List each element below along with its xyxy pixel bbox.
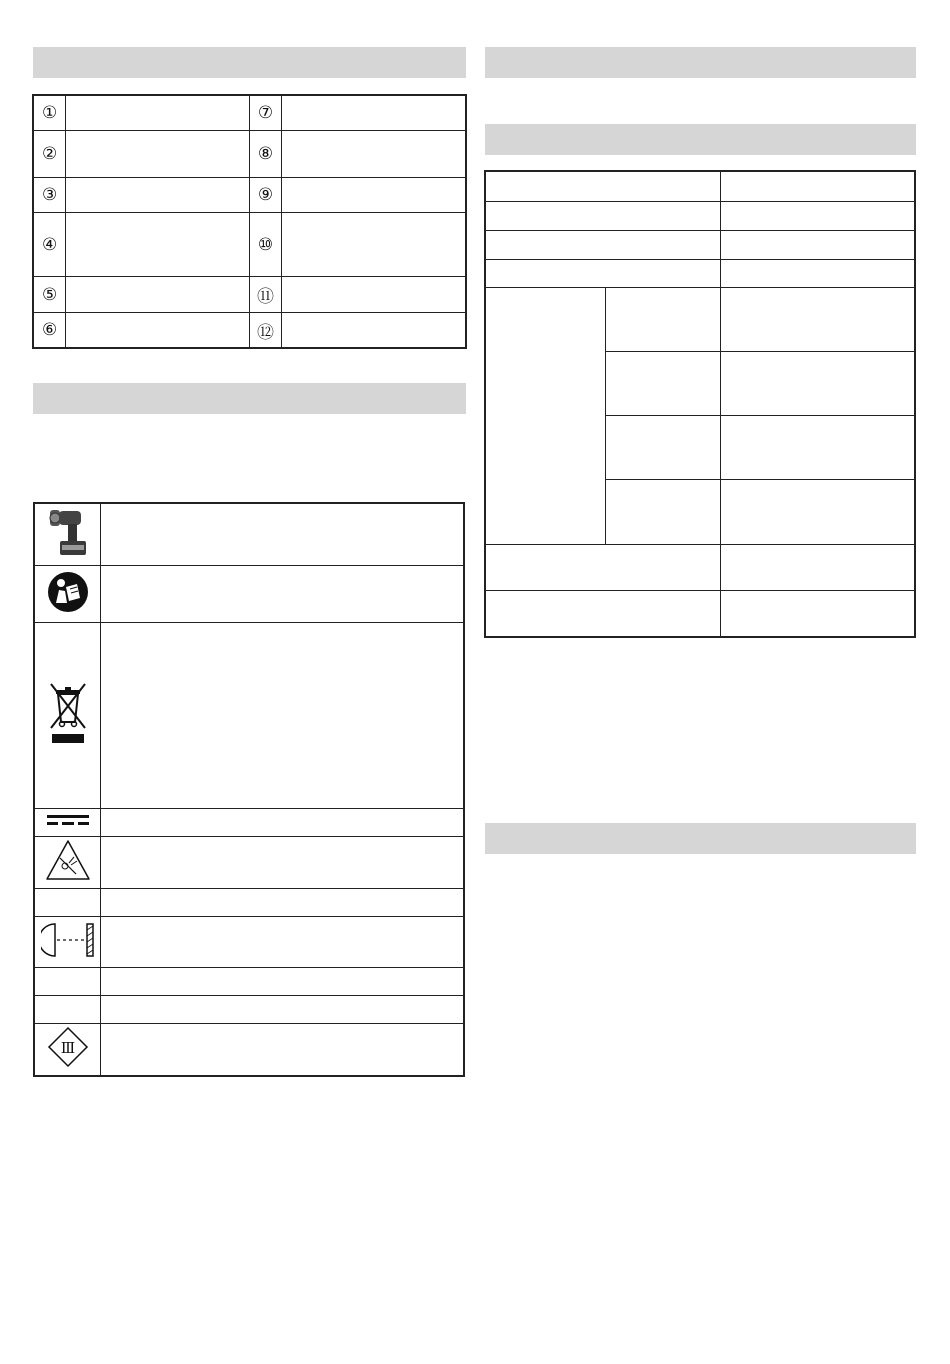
symbol-description <box>101 996 464 1024</box>
spec-value <box>721 591 915 637</box>
spec-value <box>721 260 915 288</box>
part-number: ⑧ <box>249 131 281 178</box>
part-name <box>282 178 466 213</box>
part-number: ④ <box>34 213 66 277</box>
class-iii-mark: Ⅲ <box>60 1039 75 1057</box>
table-row <box>486 231 915 260</box>
spec-label <box>486 172 721 202</box>
spec-label <box>486 202 721 231</box>
spec-sublabel <box>606 416 721 480</box>
spec-value <box>721 172 915 202</box>
table-row <box>35 837 464 889</box>
spec-label <box>486 231 721 260</box>
part-name <box>282 213 466 277</box>
symbol-cell <box>35 623 101 809</box>
symbol-cell <box>35 566 101 623</box>
section-header-accessories <box>485 823 916 854</box>
table-row <box>35 504 464 566</box>
symbol-description <box>101 809 464 837</box>
part-number: ⑥ <box>34 313 66 348</box>
spec-label <box>486 591 721 637</box>
no-laser-viewing-icon <box>44 838 92 882</box>
part-number: ⑤ <box>34 277 66 313</box>
direct-current-icon <box>47 813 89 827</box>
part-number: ⑫ <box>249 313 281 348</box>
table-row <box>486 288 915 352</box>
part-name <box>282 96 466 131</box>
table-row <box>34 277 466 313</box>
spec-value <box>721 480 915 545</box>
symbol-description <box>101 623 464 809</box>
symbol-cell <box>35 996 101 1024</box>
part-name <box>66 313 250 348</box>
table-row <box>34 131 466 178</box>
table-row <box>35 996 464 1024</box>
section-header-intended-use <box>485 47 916 78</box>
section-header-symbols <box>33 383 466 414</box>
part-name <box>66 96 250 131</box>
table-row <box>486 545 915 591</box>
spec-label <box>486 545 721 591</box>
symbol-cell <box>35 809 101 837</box>
part-name <box>282 131 466 178</box>
symbol-cell <box>35 1024 101 1076</box>
table-row <box>35 968 464 996</box>
part-name <box>66 213 250 277</box>
spec-sublabel <box>606 480 721 545</box>
part-name <box>66 178 250 213</box>
table-row <box>35 1024 464 1076</box>
symbol-description <box>101 504 464 566</box>
part-name <box>66 277 250 313</box>
section-header-parts <box>33 47 466 78</box>
part-number: ⑦ <box>249 96 281 131</box>
symbol-description <box>101 917 464 968</box>
cordless-drill-icon <box>46 504 90 560</box>
spec-sublabel <box>606 288 721 352</box>
table-row <box>34 213 466 277</box>
part-number: ⑨ <box>249 178 281 213</box>
symbol-description <box>101 837 464 889</box>
table-row <box>35 917 464 968</box>
parts-table <box>33 95 466 348</box>
laser-beam-distance-icon <box>41 922 95 958</box>
symbol-description <box>101 889 464 917</box>
table-row <box>35 623 464 809</box>
spec-value <box>721 352 915 416</box>
class-iii-icon <box>47 1026 89 1068</box>
symbol-description <box>101 566 464 623</box>
table-row <box>486 591 915 637</box>
specifications-table <box>485 171 915 637</box>
part-number: ⑪ <box>249 277 281 313</box>
part-number: ③ <box>34 178 66 213</box>
symbol-cell <box>35 968 101 996</box>
spec-label <box>486 260 721 288</box>
table-row <box>35 809 464 837</box>
spec-value <box>721 416 915 480</box>
symbol-cell <box>35 889 101 917</box>
part-number: ② <box>34 131 66 178</box>
table-row <box>35 566 464 623</box>
table-row <box>34 313 466 348</box>
spec-value <box>721 288 915 352</box>
read-manual-icon <box>47 571 89 613</box>
table-row <box>486 260 915 288</box>
table-row <box>486 172 915 202</box>
spec-value <box>721 545 915 591</box>
symbol-description <box>101 1024 464 1076</box>
part-number: ⑩ <box>249 213 281 277</box>
part-name <box>282 313 466 348</box>
spec-value <box>721 231 915 260</box>
table-row <box>34 178 466 213</box>
symbol-cell <box>35 504 101 566</box>
table-row <box>34 96 466 131</box>
spec-group-label <box>486 288 606 545</box>
spec-sublabel <box>606 352 721 416</box>
section-header-specifications <box>485 124 916 155</box>
part-name <box>66 131 250 178</box>
crossed-wheelie-bin-icon <box>48 682 88 744</box>
symbol-description <box>101 968 464 996</box>
part-name <box>282 277 466 313</box>
spec-value <box>721 202 915 231</box>
table-row <box>35 889 464 917</box>
symbols-table <box>34 503 464 1076</box>
table-row <box>486 202 915 231</box>
part-number: ① <box>34 96 66 131</box>
symbol-cell <box>35 917 101 968</box>
symbol-cell <box>35 837 101 889</box>
